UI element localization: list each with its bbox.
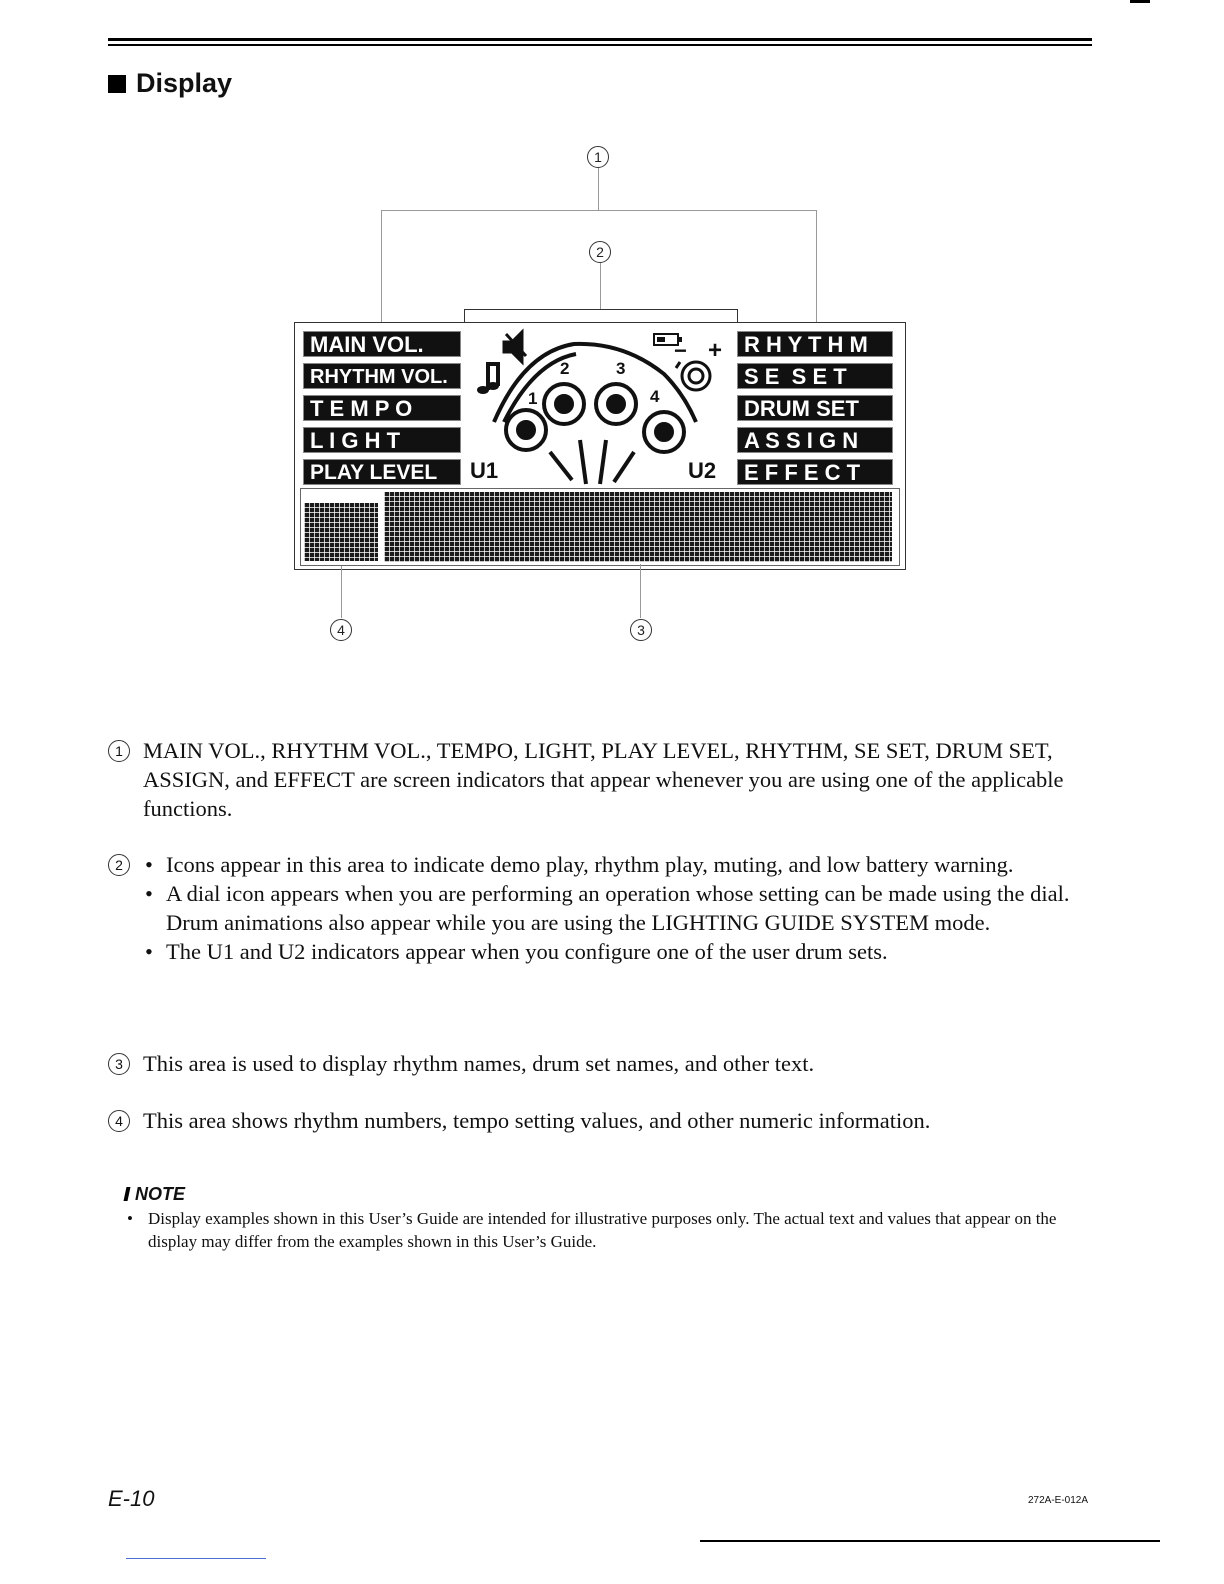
u2-indicator: U2 [688, 458, 717, 483]
leader-line-4 [341, 566, 342, 618]
drum-number-3: 3 [616, 359, 626, 378]
indicator-tempo: T E M P O [303, 395, 461, 421]
bullet-item: • Icons appear in this area to indicate demo play, rhythm play, muting, and low battery warning. [143, 850, 1098, 879]
mute-icon [504, 332, 526, 362]
dial-icon [676, 362, 710, 390]
bracket-right-1 [816, 210, 817, 335]
drum-number-1: 1 [528, 389, 538, 408]
bullet-item: • A dial icon appears when you are performing an operation whose setting can be made using the dial. Drum animations also appear while you are using the LIGHTING GUIDE SYSTEM mode. [143, 879, 1098, 937]
indicator-play-level: PLAY LEVEL [303, 459, 461, 485]
item-text-3: This area is used to display rhythm names, drum set names, and other text. [143, 1051, 815, 1076]
bullet-item: • The U1 and U2 indicators appear when you configure one of the user drum sets. [143, 937, 1098, 966]
explanation-item-1 [108, 736, 1098, 823]
display-diagram [0, 0, 1224, 700]
indicator-rhythm: R H Y T H M [737, 331, 893, 357]
numeric-area [304, 503, 378, 561]
bottom-rule [700, 1540, 1160, 1542]
callout-4: 4 [330, 619, 352, 641]
note-heading [125, 1184, 185, 1205]
explanation-item-2 [108, 850, 1098, 966]
callout-3: 3 [630, 619, 652, 641]
bracket-left-1 [381, 210, 382, 335]
drum-number-4: 4 [650, 387, 660, 406]
indicator-assign: A S S I G N [737, 427, 893, 453]
text-area [384, 492, 892, 562]
drum-number-2: 2 [560, 359, 570, 378]
leader-line-3 [640, 564, 641, 618]
drum-pads-icon [494, 344, 696, 484]
callout-1: 1 [587, 146, 609, 168]
section-title-text: Display [136, 68, 233, 98]
item-number-1: 1 [108, 740, 130, 762]
dial-minus-sign: − [674, 338, 687, 363]
explanation-item-3 [108, 1049, 1098, 1078]
page-number: E-10 [108, 1486, 155, 1511]
item-2-bullets [143, 850, 1098, 966]
document-code: 272A-E-012A [1028, 1495, 1089, 1506]
item-number-4: 4 [108, 1110, 130, 1132]
indicator-effect: E F F E C T [737, 459, 893, 485]
explanation-item-4 [108, 1106, 1098, 1135]
note-marker-icon [124, 1187, 131, 1201]
bottom-blue-line [126, 1558, 266, 1559]
indicator-se-set: S E S E T [737, 363, 893, 389]
leader-line-1 [598, 168, 599, 210]
dial-plus-sign: + [708, 337, 723, 364]
item-text-4: This area shows rhythm numbers, tempo setting values, and other numeric information. [143, 1108, 931, 1133]
note-body [125, 1207, 1100, 1253]
item-number-3: 3 [108, 1053, 130, 1075]
callout-2: 2 [589, 241, 611, 263]
item-number-2: 2 [108, 854, 130, 876]
u1-indicator: U1 [470, 458, 499, 483]
indicator-main-vol: MAIN VOL. [303, 331, 461, 357]
leader-line-2 [600, 263, 601, 309]
note-bullet: • Display examples shown in this User’s Guide are intended for illustrative purposes only. The actual text and values that appear on the display may differ from the examples shown in this User’s Guide. [125, 1207, 1100, 1253]
bracket-line-1 [381, 210, 817, 211]
note-icon [477, 362, 500, 394]
indicator-rhythm-vol: RHYTHM VOL. [303, 363, 461, 389]
item-text-1: MAIN VOL., RHYTHM VOL., TEMPO, LIGHT, PLAY LEVEL, RHYTHM, SE SET, DRUM SET, ASSIGN, and EFFECT are screen indicators that appear whenever you are using one of the applicable functions. [143, 738, 1064, 821]
note-heading-text: NOTE [135, 1184, 186, 1204]
indicator-light: L I G H T [303, 427, 461, 453]
indicator-drum-set: DRUM SET [737, 395, 893, 421]
